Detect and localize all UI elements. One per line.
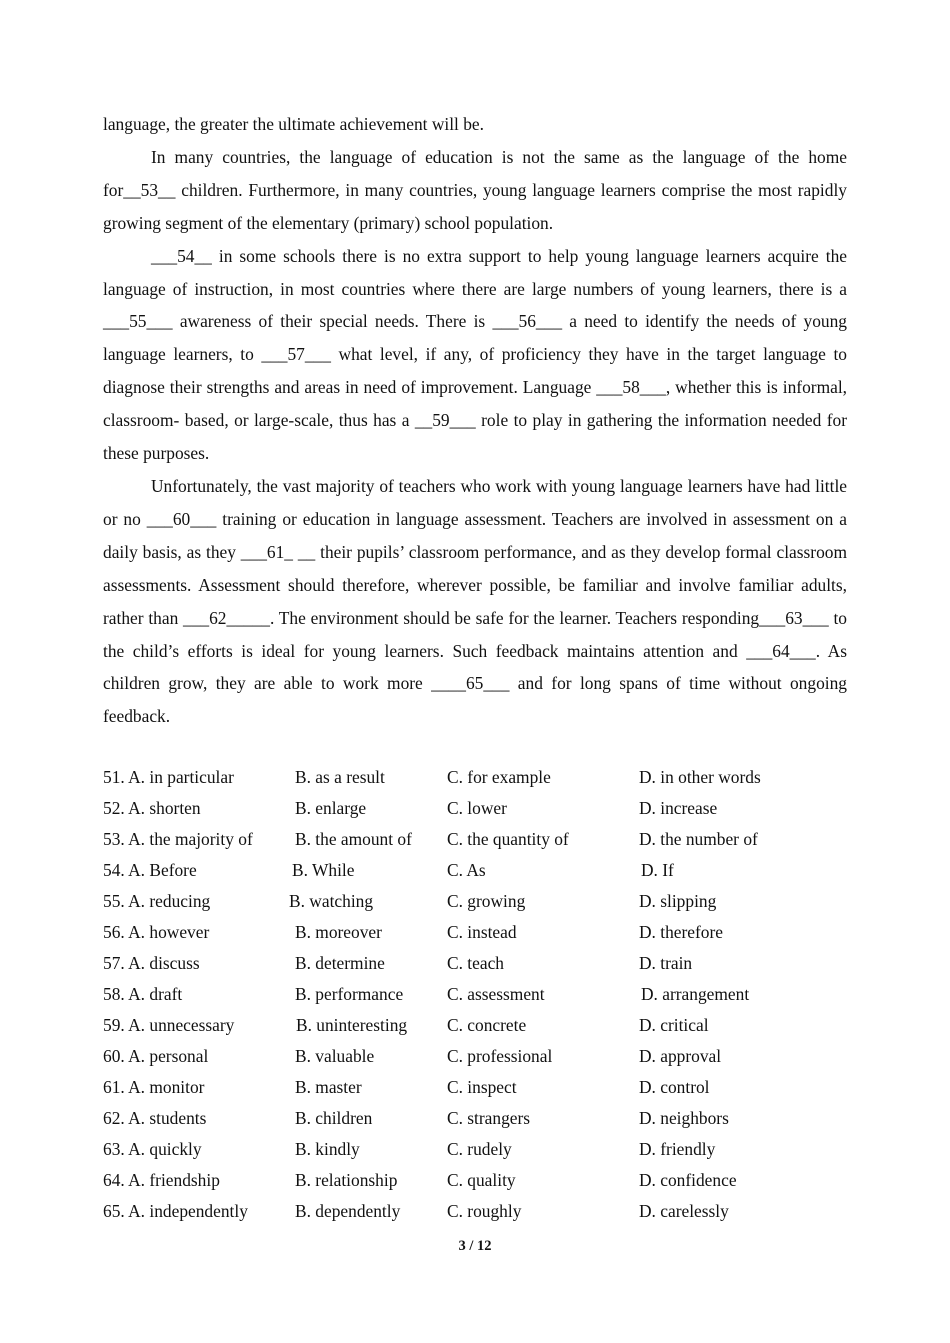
option-a: 61. A. monitor (103, 1077, 205, 1097)
option-a: 58. A. draft (103, 984, 183, 1004)
option-d: D. confidence (639, 1170, 737, 1190)
paragraph: ___54__ in some schools there is no extra support to help young language learners acquire the language of instruction, in most countries where there are large numbers of young learners, there is a ___55___ awareness of their special needs. There is ___56___ a need to identify the needs of young language learners, to ___57___ what level, if any, of proficiency they have in the target language to diagnose their strengths and areas in need of improvement. Language ___58___, whether this is informal, classroom- based, or large-scale, thus has a __59___ role to play in gathering the information needed for these purposes. (103, 245, 847, 464)
option-a: 57. A. discuss (103, 953, 200, 973)
option-c: C. As (447, 860, 486, 880)
paragraph: language, the greater the ultimate achievement will be. (103, 114, 484, 134)
option-c: C. professional (447, 1046, 553, 1066)
option-c: C. concrete (447, 1015, 527, 1035)
question-row (103, 886, 847, 917)
question-row (103, 1134, 847, 1165)
option-d: D. therefore (639, 922, 724, 942)
option-c: C. quality (447, 1170, 516, 1190)
question-row (103, 1041, 847, 1072)
option-b: B. kindly (295, 1139, 360, 1159)
question-row (103, 1196, 847, 1227)
question-row (103, 979, 847, 1010)
option-a: 56. A. however (103, 922, 210, 942)
question-row (103, 948, 847, 979)
cloze-passage (103, 108, 847, 733)
option-c: C. lower (447, 798, 507, 818)
option-b: B. children (295, 1108, 373, 1128)
option-d: D. train (639, 953, 693, 973)
option-a: 62. A. students (103, 1108, 207, 1128)
option-c: C. rudely (447, 1139, 512, 1159)
option-b: B. as a result (295, 767, 385, 787)
option-c: C. for example (447, 767, 551, 787)
option-c: C. roughly (447, 1201, 522, 1221)
option-d: D. approval (639, 1046, 722, 1066)
question-row (103, 1165, 847, 1196)
option-d: D. friendly (639, 1139, 716, 1159)
option-b: B. valuable (295, 1046, 375, 1066)
question-row (103, 1103, 847, 1134)
option-b: B. uninteresting (296, 1015, 408, 1035)
paragraph: Unfortunately, the vast majority of teachers who work with young language learners have had little or no ___60___ training or education in language assessment. Teachers are involved in assessment on a daily basis, as they ___61_ __ their pupils’ classroom performance, and as they develop formal classroom assessments. Assessment should therefore, wherever possible, be familiar and involve familiar adults, rather than ___62_____. The environment should be safe for the learner. Teachers responding___63___ to the child’s efforts is ideal for young learners. Such feedback maintains attention and ___64___. As children grow, they are able to work more ____65___ and for long spans of time without ongoing feedback. (103, 475, 847, 727)
option-a: 65. A. independently (103, 1201, 248, 1221)
paragraph: In many countries, the language of education is not the same as the language of the home for__53__ children. Furthermore, in many countries, young language learners comprise the most rapidly growing segment of the elementary (primary) school population. (103, 146, 847, 233)
option-d: D. slipping (639, 891, 717, 911)
option-a: 64. A. friendship (103, 1170, 220, 1190)
option-c: C. strangers (447, 1108, 531, 1128)
option-d: D. If (641, 860, 674, 880)
option-c: C. assessment (447, 984, 545, 1004)
option-c: C. instead (447, 922, 517, 942)
option-a: 52. A. shorten (103, 798, 201, 818)
option-b: B. dependently (295, 1201, 401, 1221)
option-b: B. enlarge (295, 798, 367, 818)
option-c: C. inspect (447, 1077, 517, 1097)
option-c: C. growing (447, 891, 526, 911)
option-d: D. in other words (639, 767, 761, 787)
option-c: C. teach (447, 953, 504, 973)
option-b: B. determine (295, 953, 385, 973)
question-row (103, 1010, 847, 1041)
question-row (103, 1072, 847, 1103)
option-c: C. the quantity of (447, 829, 569, 849)
answer-options (103, 762, 847, 1227)
option-a: 63. A. quickly (103, 1139, 202, 1159)
option-a: 59. A. unnecessary (103, 1015, 235, 1035)
question-row (103, 824, 847, 855)
option-d: D. neighbors (639, 1108, 729, 1128)
question-row (103, 917, 847, 948)
option-d: D. critical (639, 1015, 709, 1035)
option-b: B. master (295, 1077, 362, 1097)
option-b: B. While (292, 860, 355, 880)
question-row (103, 793, 847, 824)
option-d: D. control (639, 1077, 710, 1097)
page-number: 3 / 12 (458, 1238, 492, 1254)
option-d: D. arrangement (641, 984, 750, 1004)
option-a: 53. A. the majority of (103, 829, 253, 849)
option-a: 54. A. Before (103, 860, 197, 880)
option-d: D. increase (639, 798, 718, 818)
option-b: B. relationship (295, 1170, 398, 1190)
option-a: 51. A. in particular (103, 767, 234, 787)
question-row (103, 762, 847, 793)
option-d: D. the number of (639, 829, 758, 849)
option-a: 60. A. personal (103, 1046, 209, 1066)
option-b: B. the amount of (295, 829, 412, 849)
option-a: 55. A. reducing (103, 891, 211, 911)
option-b: B. watching (289, 891, 374, 911)
option-d: D. carelessly (639, 1201, 729, 1221)
question-row (103, 855, 847, 886)
option-b: B. performance (295, 984, 404, 1004)
option-b: B. moreover (295, 922, 382, 942)
